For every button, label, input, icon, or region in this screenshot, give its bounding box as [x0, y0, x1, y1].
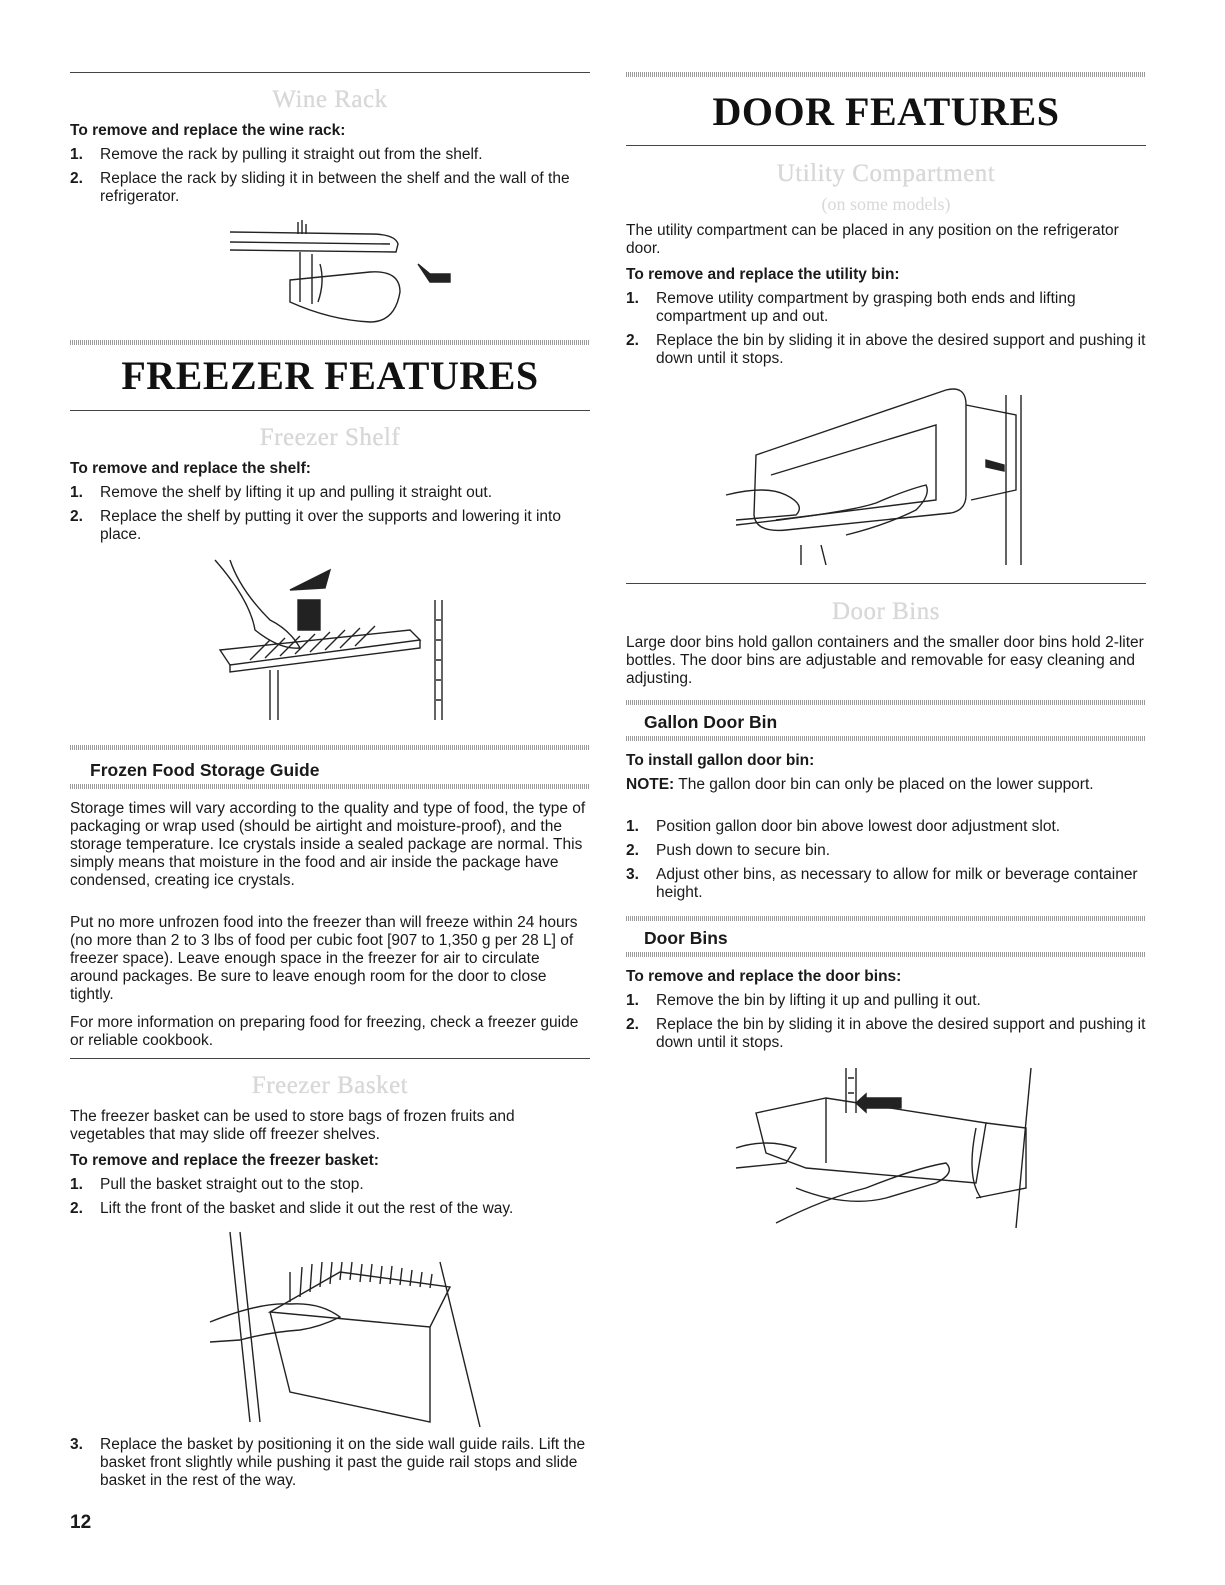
section-divider-hatch [70, 340, 590, 345]
utility-step-1: 1. Remove utility compartment by grasping both ends and lifting compartment up and out. [626, 290, 1076, 325]
frozen-food-guide-title: Frozen Food Storage Guide [90, 760, 320, 780]
utility-step-2: 2. Replace the bin by sliding it in above the desired support and pushing it down until it stops. [626, 332, 1146, 367]
freezer-features-title: FREEZER FEATURES [121, 353, 539, 398]
wine-rack-instruction-heading: To remove and replace the wine rack: [70, 122, 346, 139]
freezer-basket-title: Freezer Basket [251, 1072, 409, 1099]
wine-rack-step-2: 2. Replace the rack by sliding it in between the shelf and the wall of the refrigerator. [70, 170, 570, 205]
section-divider [70, 72, 590, 73]
wine-rack-step-1: 1. Remove the rack by pulling it straight out from the shelf. [70, 146, 483, 163]
freezer-shelf-step-2: 2. Replace the shelf by putting it over the supports and lowering it into place. [70, 508, 561, 543]
freezer-basket-illustration [210, 1232, 490, 1432]
door-bins-title: Door Bins [832, 598, 940, 625]
freezer-shelf-title: Freezer Shelf [259, 424, 401, 451]
frozen-food-guide-paragraph-3: For more information on preparing food for freezing, check a freezer guide or reliable cookbook. [70, 1014, 579, 1049]
subsection-divider-hatch [70, 784, 590, 789]
note-label: NOTE: [626, 776, 675, 793]
utility-compartment-subtitle: (on some models) [821, 194, 951, 214]
door-features-title: DOOR FEATURES [712, 89, 1060, 134]
section-divider [626, 583, 1146, 584]
section-divider [70, 1058, 590, 1059]
freezer-shelf-illustration [210, 560, 490, 730]
utility-compartment-illustration [726, 385, 1046, 570]
section-divider [626, 145, 1146, 146]
section-divider [70, 410, 590, 411]
gallon-door-bin-title: Gallon Door Bin [644, 712, 778, 732]
door-bin-illustration [736, 1068, 1046, 1228]
section-divider-hatch [626, 72, 1146, 77]
frozen-food-guide-paragraph-1: Storage times will vary according to the quality and type of food, the type of packaging or wrap used (should be airtight and moisture-proof), and the storage temperature. Ice crystals inside a sealed package are normal. This simply means that moisture in the food and air inside the package have condensed, creating ice crystals. [70, 800, 586, 889]
gallon-bin-instruction-heading: To install gallon door bin: [626, 752, 815, 769]
door-bins-step-1: 1. Remove the bin by lifting it up and pulling it out. [626, 992, 981, 1009]
note-text: The gallon door bin can only be placed on the lower support. [678, 776, 1094, 793]
freezer-shelf-instruction-heading: To remove and replace the shelf: [70, 460, 311, 477]
freezer-basket-step-2: 2. Lift the front of the basket and slide it out the rest of the way. [70, 1200, 514, 1217]
freezer-basket-instruction-heading: To remove and replace the freezer basket: [70, 1152, 379, 1169]
utility-compartment-title: Utility Compartment [776, 160, 996, 187]
gallon-bin-note [626, 776, 1146, 794]
door-bins-subsection-title: Door Bins [644, 928, 728, 948]
utility-instruction-heading: To remove and replace the utility bin: [626, 266, 900, 283]
door-bins-step-2: 2. Replace the bin by sliding it in above the desired support and pushing it down until it stops. [626, 1016, 1146, 1051]
wine-rack-illustration [220, 212, 520, 332]
subsection-divider-hatch [626, 952, 1146, 957]
freezer-basket-intro: The freezer basket can be used to store bags of frozen fruits and vegetables that may slide off freezer shelves. [70, 1108, 515, 1143]
gallon-bin-step-3: 3. Adjust other bins, as necessary to allow for milk or beverage container height. [626, 866, 1138, 901]
subsection-divider-hatch [70, 745, 590, 750]
gallon-bin-step-1: 1. Position gallon door bin above lowest door adjustment slot. [626, 818, 1061, 835]
freezer-shelf-step-1: 1. Remove the shelf by lifting it up and pulling it straight out. [70, 484, 493, 501]
frozen-food-guide-paragraph-2: Put no more unfrozen food into the freezer than will freeze within 24 hours (no more than 2 to 3 lbs of food per cubic foot [907 to 1,350 g per 28 L] of freezer space). Leave enough space in the freezer for air to circulate around packages. Be sure to leave enough room for the door to close tightly. [70, 914, 578, 1003]
subsection-divider-hatch [626, 916, 1146, 921]
freezer-basket-step-1: 1. Pull the basket straight out to the stop. [70, 1176, 364, 1193]
wine-rack-title: Wine Rack [272, 86, 388, 113]
freezer-basket-step-3: 3. Replace the basket by positioning it on the side wall guide rails. Lift the basket front slightly while pushing it past the guide rail stops and slide basket in the rest of the way. [70, 1436, 586, 1489]
gallon-bin-step-2: 2. Push down to secure bin. [626, 842, 831, 859]
page-number: 12 [70, 1512, 92, 1533]
subsection-divider-hatch [626, 700, 1146, 705]
door-bins-instruction-heading: To remove and replace the door bins: [626, 968, 902, 985]
subsection-divider-hatch [626, 736, 1146, 741]
utility-compartment-intro: The utility compartment can be placed in any position on the refrigerator door. [626, 222, 1119, 257]
door-bins-intro: Large door bins hold gallon containers and the smaller door bins hold 2-liter bottles. The door bins are adjustable and removable for easy cleaning and adjusting. [626, 634, 1144, 687]
